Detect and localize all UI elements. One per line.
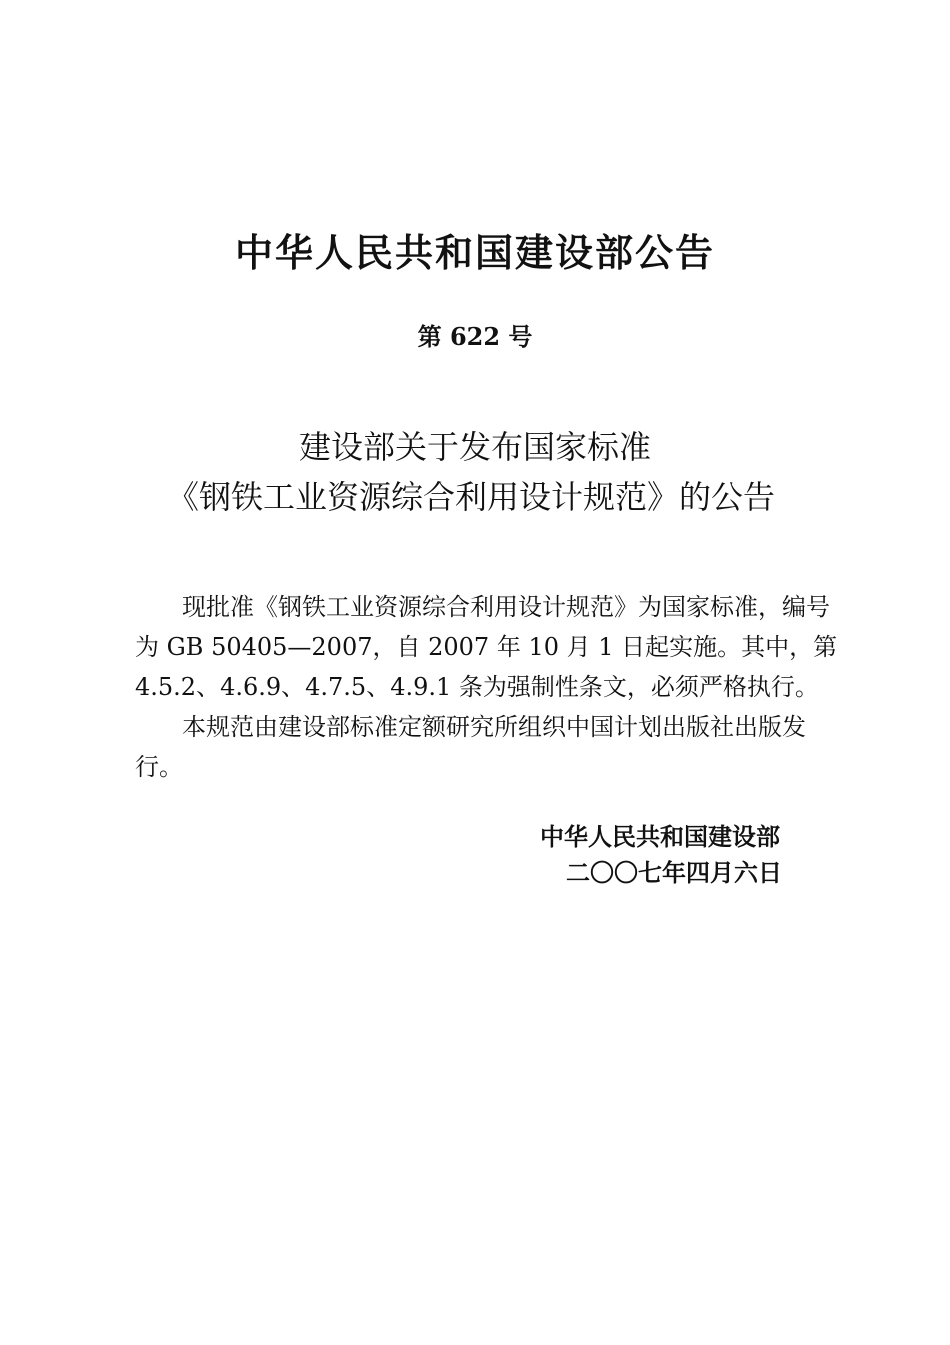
subtitle-line-1: 建设部关于发布国家标准 bbox=[298, 428, 651, 466]
body-line-5: 行。 bbox=[135, 753, 183, 781]
body-line-3: 4.5.2、4.6.9、4.7.5、4.9.1 条为强制性条文，必须严格执行。 bbox=[135, 673, 819, 701]
announcement-number: 第 622 号 bbox=[417, 322, 533, 351]
body-line-2: 为 GB 50405—2007，自 2007 年 10 月 1 日起实施。其中，第 bbox=[135, 633, 838, 661]
subtitle-line-2: 《钢铁工业资源综合利用设计规范》的公告 bbox=[166, 478, 775, 516]
signature-date: 二〇〇七年四月六日 bbox=[566, 859, 782, 887]
body-line-1: 现批准《钢铁工业资源综合利用设计规范》为国家标准，编号 bbox=[182, 593, 830, 621]
signature-organization: 中华人民共和国建设部 bbox=[540, 823, 780, 851]
announcement-title: 中华人民共和国建设部公告 bbox=[234, 231, 715, 275]
body-line-4: 本规范由建设部标准定额研究所组织中国计划出版社出版发 bbox=[182, 713, 806, 741]
